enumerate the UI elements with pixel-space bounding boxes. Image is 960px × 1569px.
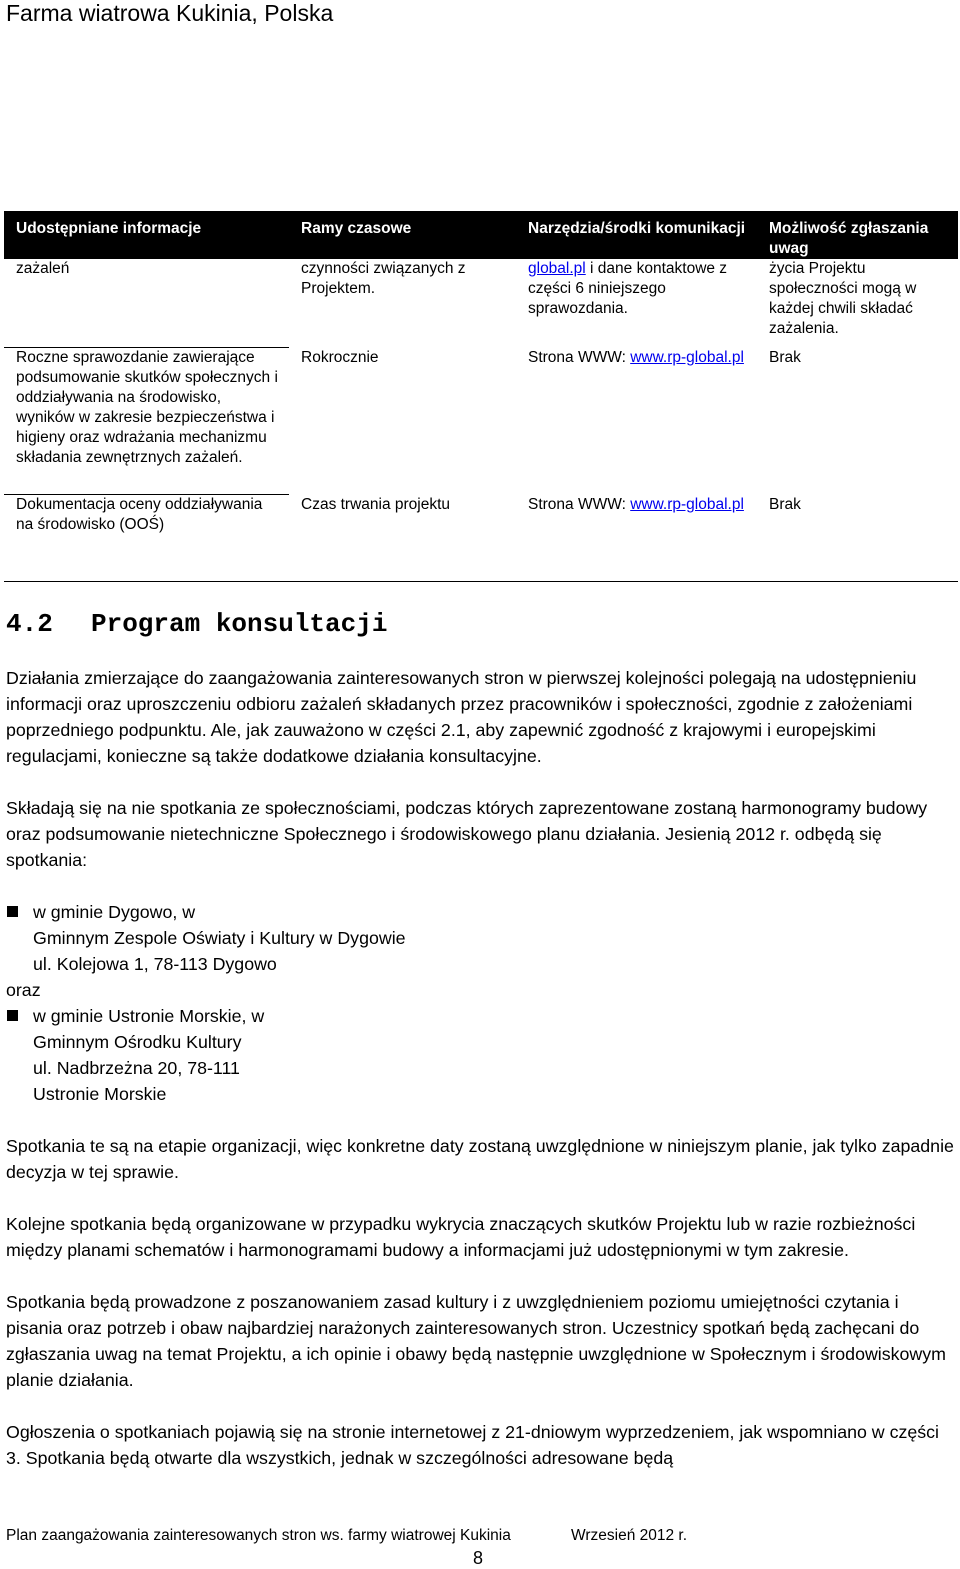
- paragraph: Ogłoszenia o spotkaniach pojawią się na stronie internetowej z 21-dniowym wyprzedzeniem, jak wspomniano w części 3. Spotkania będą otwarte dla wszystkich, jednak w szczególności adresowane będą: [6, 1422, 939, 1468]
- document-title: Farma wiatrowa Kukinia, Polska: [6, 0, 334, 26]
- cell-timeframe: czynności związanych z Projektem.: [301, 260, 466, 297]
- footer-document-title: Plan zaangażowania zainteresowanych stron ws. farmy wiatrowej Kukinia: [6, 1527, 511, 1544]
- cell-tools-text: i dane kontaktowe z części 6 niniejszego sprawozdania.: [528, 260, 728, 317]
- cell-tools: [516, 259, 757, 348]
- section-number: 4.2: [6, 609, 53, 639]
- cell-tools-prefix: Strona WWW:: [528, 348, 631, 366]
- list-connector: oraz: [6, 980, 41, 1000]
- meeting-line: Gminnym Ośrodku Kultury: [33, 1032, 242, 1052]
- paragraph: Spotkania te są na etapie organizacji, więc konkretne daty zostaną uwzględnione w niniejszym planie, jak tylko zapadnie decyzja w tej sprawie.: [6, 1136, 954, 1182]
- cell-timeframe: Rokrocznie: [301, 348, 379, 366]
- cell-comments: życia Projektu społeczności mogą w każdej chwili składać zażalenia.: [769, 260, 917, 337]
- table-header-row: [4, 211, 958, 259]
- meeting-list: [6, 899, 958, 977]
- meeting-line: ul. Kolejowa 1, 78-113 Dygowo: [33, 954, 277, 974]
- list-item: [6, 1003, 958, 1107]
- website-link[interactable]: www.rp-global.pl: [630, 348, 744, 366]
- website-link[interactable]: www.rp-global.pl: [630, 495, 744, 513]
- table-row: [4, 259, 958, 348]
- cell-comments: Brak: [769, 348, 801, 366]
- meeting-line: ul. Nadbrzeżna 20, 78-111: [33, 1058, 240, 1078]
- meeting-line: w gminie Ustronie Morskie, w: [33, 1006, 265, 1026]
- cell-tools: [516, 348, 757, 495]
- table-row: [4, 495, 958, 582]
- header-comment-submission: Możliwość zgłaszania uwag: [757, 211, 958, 259]
- cell-timeframe: Czas trwania projektu: [289, 495, 516, 582]
- meeting-line: Ustronie Morskie: [33, 1084, 167, 1104]
- cell-info: Dokumentacja oceny oddziaływania na środowisko (OOŚ): [4, 495, 289, 582]
- cell-comments: Brak: [757, 495, 958, 582]
- header-timeframe: Ramy czasowe: [289, 211, 516, 259]
- paragraph: Działania zmierzające do zaangażowania zainteresowanych stron w pierwszej kolejności polegają na udostępnieniu informacji oraz uproszczeniu odbioru zażaleń składanych przez pracowników i społeczności, zgodnie z założeniami poprzedniego podpunktu. Ale, jak zauważono w części 2.1, aby zapewnić zgodność z krajowymi i europejskimi regulacjami, konieczne są także dodatkowe działania konsultacyjne.: [6, 668, 917, 766]
- cell-info: zażaleń: [16, 260, 70, 277]
- paragraph: Spotkania będą prowadzone z poszanowaniem zasad kultury i z uwzględnieniem poziomu umiejętności czytania i pisania oraz potrzeb i obaw najbardziej narażonych zainteresowanych stron. Uczestnicy spotkań będą zachęcani do zgłaszania uwag na temat Projektu, a ich opinie i obawy będą następnie uwzględnione w Społecznym i środowiskowym planie działania.: [6, 1292, 946, 1390]
- website-link[interactable]: global.pl: [528, 260, 586, 277]
- footer-date: Wrzesień 2012 r.: [571, 1527, 688, 1544]
- paragraph: Kolejne spotkania będą organizowane w przypadku wykrycia znaczących skutków Projektu lub w razie rozbieżności między planami schematów i harmonogramami budowy a informacjami już udostępnionymi w tym zakresie.: [6, 1214, 916, 1260]
- meeting-line: Gminnym Zespole Oświaty i Kultury w Dygowie: [33, 928, 406, 948]
- cell-info: Roczne sprawozdanie zawierające podsumowanie skutków społecznych i oddziaływania na środowisko, wyników w zakresie bezpieczeństwa i higieny oraz wdrażania mechanizmu składania zewnętrznych zażaleń.: [4, 348, 289, 495]
- meeting-line: w gminie Dygowo, w: [33, 902, 196, 922]
- meeting-list: [6, 1003, 958, 1107]
- cell-tools-prefix: Strona WWW:: [528, 495, 631, 513]
- table-row: [4, 348, 958, 495]
- cell-tools: [516, 495, 757, 582]
- information-disclosure-table: [4, 211, 958, 582]
- page-number: 8: [473, 1548, 484, 1568]
- section-heading: [6, 608, 387, 640]
- list-item: [6, 899, 958, 977]
- header-communication-tools: Narzędzia/środki komunikacji: [516, 211, 757, 259]
- square-bullet-icon: [7, 1010, 18, 1021]
- square-bullet-icon: [7, 906, 18, 917]
- section-body: [6, 665, 958, 1497]
- section-title: Program konsultacji: [91, 609, 388, 639]
- header-shared-information: Udostępniane informacje: [4, 211, 289, 259]
- paragraph: Składają się na nie spotkania ze społecznościami, podczas których zaprezentowane zostaną harmonogramy budowy oraz podsumowanie nietechniczne Społecznego i środowiskowego planu działania. Jesienią 2012 r. odbędą się spotkania:: [6, 798, 928, 870]
